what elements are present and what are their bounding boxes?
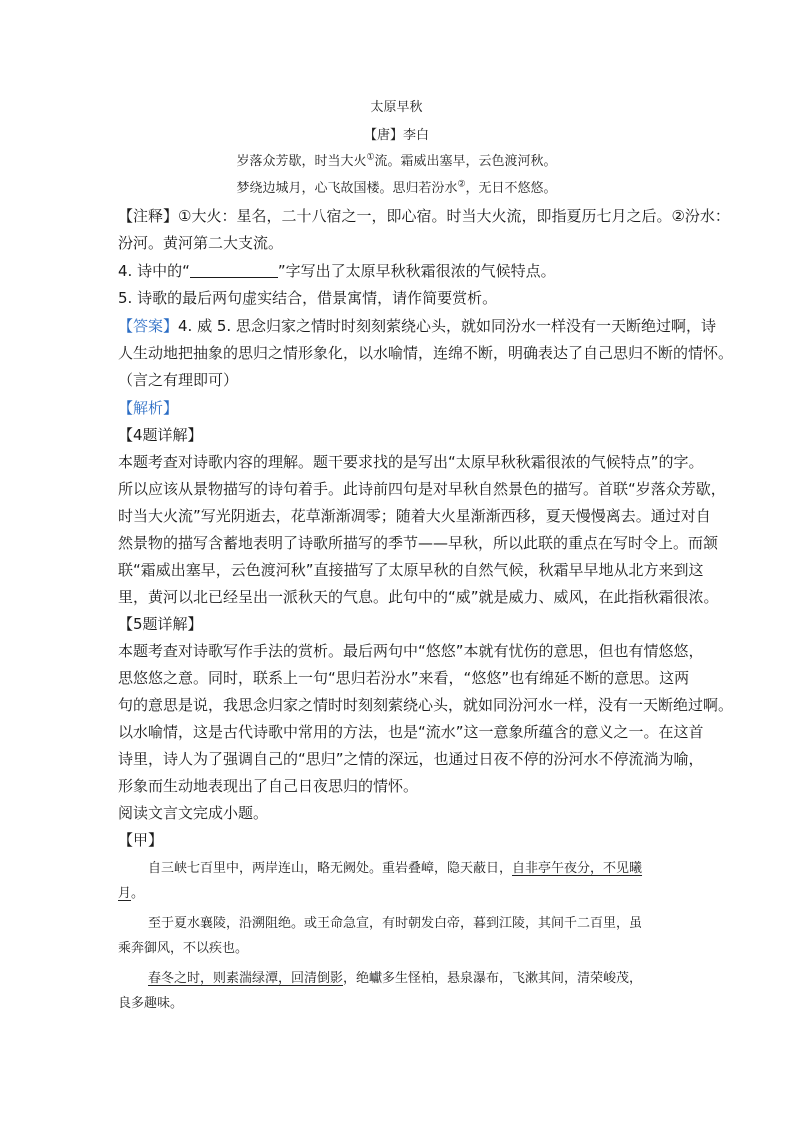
analysis-tag: 【解析】 (118, 399, 179, 417)
poem-line-1-b: 流。霜威出塞早，云色渡河秋。 (374, 154, 557, 169)
passage-line: 至于夏水襄陵，沿溯阻绝。或王命急宣，有时朝发白帝，暮到江陵，其间千二百里，虽 (148, 916, 643, 931)
detail-5-line: 思悠悠之意。同时，联系上一句“思归若汾水”来看，“悠悠”也有绵延不断的意思。这两 (118, 669, 690, 687)
notes-line-2: 汾河。黄河第二大支流。 (118, 234, 284, 252)
passage-line (118, 884, 678, 904)
detail-4-line: 所以应该从景物描写的诗句着手。此诗前四句是对早秋自然景色的描写。首联“岁落众芳歇， (118, 480, 726, 498)
answer-line-1 (118, 314, 716, 338)
detail-5-line: 以水喻情，这是古代诗歌中常用的方法，也是“流水”这一意象所蕴含的意义之一。在这首 (118, 723, 704, 741)
detail-5-line: 本题考查对诗歌写作手法的赏析。最后两句中“悠悠”本就有忧伤的意思，但也有情悠悠， (118, 642, 704, 660)
detail-4-line: 本题考查对诗歌内容的理解。题干要求找的是写出“太原早秋秋霜很浓的气候特点”的字。 (118, 453, 704, 471)
poem-author: 【唐】李白 (363, 128, 429, 143)
poem-line-1-a: 岁落众芳歇，时当大火 (236, 154, 367, 169)
answer-line-3: （言之有理即可） (118, 371, 239, 389)
detail-4-line: 然景物的描写含蓄地表明了诗歌所描写的季节——早秋，所以此联的重点在写时令上。而颔 (118, 534, 719, 552)
question-4-prefix: 4. 诗中的“ (118, 262, 190, 280)
poem-line-2 (0, 177, 793, 196)
notes-line-1: 【注释】①大火：星名，二十八宿之一，即心宿。时当大火流，即指夏历七月之后。②汾水： (118, 207, 730, 225)
footnote-mark-1: ① (366, 152, 375, 163)
detail-4-line: 联“霜威出塞早，云色渡河秋”直接描写了太原早秋的自然气候，秋霜早早地从北方来到这 (118, 561, 704, 579)
detail-5-line: 句的意思是说，我思念归家之情时时刻刻萦绕心头，就如同汾河水一样，没有一天断绝过啊。 (118, 696, 734, 714)
passage-line: 良多趣味。 (118, 996, 184, 1011)
detail-4-line: 时当大火流”写光阴逝去，花草渐渐凋零；随着大火星渐渐西移，夏天慢慢离去。通过对自 (118, 507, 711, 525)
passage-line (148, 969, 678, 989)
answer-line-2: 人生动地把抽象的思归之情形象化，以水喻情，连绵不断，明确表达了自己思归不断的情怀。 (118, 344, 734, 362)
reading-intro: 阅读文言文完成小题。 (118, 804, 269, 822)
poem-line-2-b: ，无日不悠悠。 (465, 181, 557, 196)
answer-tag: 【答案】 (118, 317, 179, 335)
underlined-phrase: 自非亭午夜分，不见曦 (512, 861, 643, 876)
detail-5-line: 形象而生动地表现出了自己日夜思归的情怀。 (118, 777, 419, 795)
question-4 (118, 259, 678, 283)
passage-p1-text: 自三峡七百里中，两岸连山，略无阙处。重岩叠嶂，隐天蔽日， (148, 861, 513, 876)
poem-title: 太原早秋 (370, 100, 423, 115)
question-4-suffix: ”字写出了太原早秋秋霜很浓的气候特点。 (277, 262, 556, 280)
answer-blank (190, 262, 278, 278)
passage-p3-text: ，绝巘多生怪柏，悬泉瀑布，飞漱其间，清荣峻茂， (343, 971, 643, 986)
poem-line-2-a: 梦绕边城月，心飞故国楼。思归若汾水 (236, 181, 458, 196)
passage-p1-end: 。 (131, 886, 145, 901)
poem-line-1 (0, 150, 793, 169)
passage-line: 乘奔御风，不以疾也。 (118, 941, 249, 956)
passage-line (148, 859, 678, 879)
underlined-phrase: 春冬之时，则素湍绿潭，回清倒影 (148, 971, 344, 986)
footnote-mark-2: ② (457, 179, 466, 190)
detail-5-heading: 【5题详解】 (118, 615, 203, 633)
answer-text-1: 4. 威 5. 思念归家之情时时刻刻萦绕心头，就如同汾水一样没有一天断绝过啊，诗 (178, 317, 716, 335)
question-5: 5. 诗歌的最后两句虚实结合，借景寓情，请作简要赏析。 (118, 289, 498, 307)
detail-4-heading: 【4题详解】 (118, 426, 203, 444)
underlined-phrase-end: 月 (118, 886, 132, 901)
detail-4-line: 里，黄河以北已经呈出一派秋天的气息。此句中的“威”就是威力、威风，在此指秋霜很浓。 (118, 588, 719, 606)
passage-jia-label: 【甲】 (118, 831, 164, 849)
detail-5-line: 诗里，诗人为了强调自己的“思归”之情的深远，也通过日夜不停的汾河水不停流淌为喻， (118, 750, 704, 768)
